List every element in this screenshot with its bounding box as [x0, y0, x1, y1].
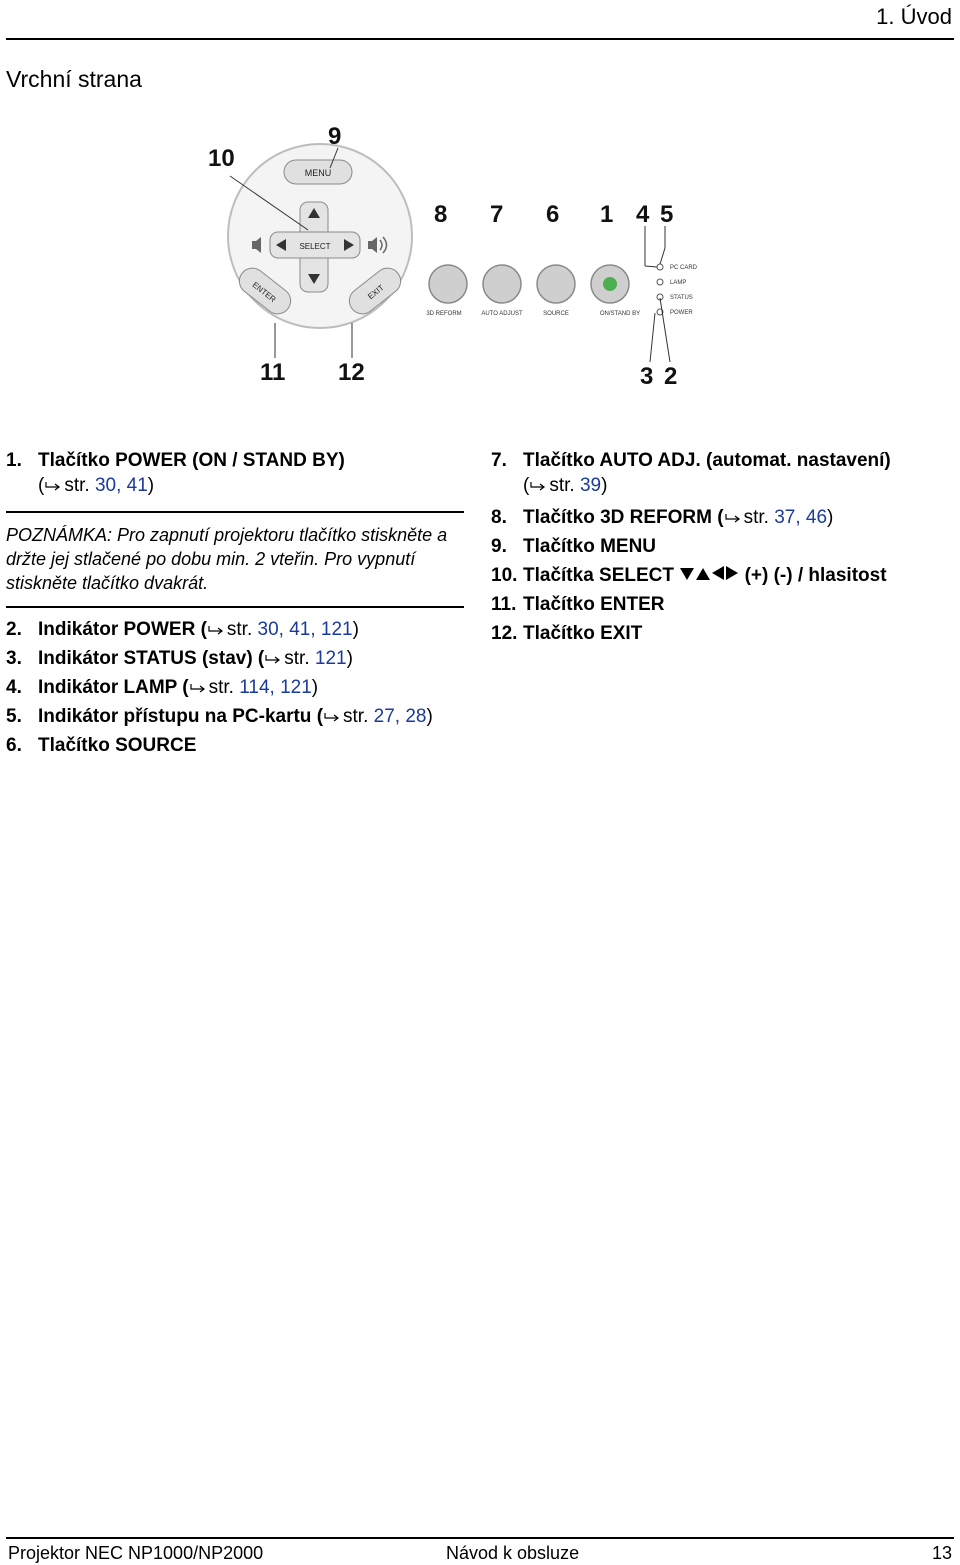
item-number: 1. — [6, 450, 22, 471]
item-label: Indikátor POWER ( — [38, 619, 207, 640]
right-column — [491, 448, 953, 648]
auto-adjust-button — [483, 265, 521, 303]
indicator-label: LAMP — [670, 280, 687, 286]
menu-button-label: MENU — [304, 168, 332, 178]
power-label: ON/STAND BY — [599, 311, 641, 317]
page-link[interactable]: 30, 41, 121 — [257, 619, 353, 640]
reference-arrow-icon — [208, 624, 224, 636]
list-item — [6, 448, 464, 474]
page-link[interactable]: 121 — [314, 648, 347, 669]
list-item: 2. Indikátor POWER ( str. 30, 41, 121) — [6, 615, 464, 644]
source-button — [537, 265, 575, 303]
list-item — [491, 619, 953, 648]
item-number: 11. — [491, 594, 517, 615]
item-number: 6. — [6, 735, 22, 756]
item-label: Tlačítko AUTO ADJ. (automat. nastavení) — [523, 450, 891, 471]
page-link[interactable]: 30, 41 — [94, 475, 148, 496]
reform-label: 3D REFORM — [426, 311, 462, 317]
list-item: 8. Tlačítko 3D REFORM ( str. 37, 46) — [491, 503, 953, 532]
item-number: 4. — [6, 677, 22, 698]
callout-number: 2 — [664, 363, 678, 390]
callout-number: 8 — [434, 201, 448, 228]
page-link[interactable]: 39 — [579, 475, 602, 496]
item-number: 7. — [491, 450, 507, 471]
footer-rule — [6, 1537, 954, 1539]
auto-adjust-label: AUTO ADJUST — [481, 311, 523, 317]
item-number: 10. — [491, 565, 518, 586]
reference-arrow-icon — [265, 653, 281, 665]
reference-arrow-icon — [190, 682, 206, 694]
item-number: 9. — [491, 536, 507, 557]
item-reference: ( str. 39) — [523, 475, 608, 496]
list-item: 4. Indikátor LAMP ( str. 114, 121) — [6, 673, 464, 702]
reference-arrow-icon — [324, 711, 340, 723]
item-label: Tlačítko ENTER — [523, 594, 665, 615]
page-link[interactable]: 37, 46 — [774, 507, 828, 528]
list-item — [6, 731, 464, 760]
callout-number: 11 — [260, 359, 286, 386]
list-item: 5. Indikátor přístupu na PC-kartu ( str. 27, 28) — [6, 702, 464, 731]
item-label: Tlačítka SELECT — [523, 565, 674, 586]
item-number: 8. — [491, 507, 507, 528]
exit-label: EXIT — [366, 283, 386, 302]
item-label: Tlačítko EXIT — [523, 623, 643, 644]
enter-label: ENTER — [250, 280, 278, 305]
item-label: Tlačítko SOURCE — [38, 735, 197, 756]
note-text: POZNÁMKA: Pro zapnutí projektoru tlačítko stiskněte a držte jej stlačené po dobu min. 2 vteřin. Pro vypnutí stiskněte tlačítko dvakrát. — [6, 525, 448, 593]
item-label: Indikátor STATUS (stav) ( — [38, 648, 265, 669]
chapter-title: 1. Úvod — [876, 4, 952, 29]
callout-number: 6 — [546, 201, 560, 228]
item-label: Indikátor přístupu na PC-kartu ( — [38, 706, 324, 727]
triangle-up-icon — [696, 568, 710, 580]
list-item — [491, 532, 953, 561]
item-label: Tlačítko 3D REFORM ( — [523, 507, 724, 528]
item-label: Indikátor LAMP ( — [38, 677, 189, 698]
header-rule — [6, 38, 954, 40]
indicator-label: PC CARD — [670, 265, 698, 271]
item-number: 12. — [491, 623, 518, 644]
item-reference: ( str. 30, 41) — [38, 475, 155, 496]
callout-number: 10 — [208, 145, 235, 172]
item-number: 2. — [6, 619, 22, 640]
item-label-suffix: (+) (-) / hlasitost — [744, 565, 887, 586]
page-link[interactable]: 114, 121 — [239, 677, 312, 698]
page-link[interactable]: 27, 28 — [373, 706, 427, 727]
select-label: SELECT — [299, 242, 331, 251]
source-label: SOURCE — [543, 311, 569, 317]
triangle-left-icon — [712, 566, 724, 580]
triangle-down-icon — [680, 568, 694, 580]
indicator-label: POWER — [670, 310, 693, 316]
callout-number: 3 — [640, 363, 654, 390]
control-panel-figure — [200, 118, 720, 396]
section-title: Vrchní strana — [6, 66, 142, 92]
callout-number: 12 — [338, 359, 365, 386]
reform-button — [429, 265, 467, 303]
list-item — [491, 590, 953, 619]
footer-product: Projektor NEC NP1000/NP2000 — [8, 1543, 264, 1563]
item-label: Tlačítko POWER (ON / STAND BY) — [38, 450, 345, 471]
item-label: Tlačítko MENU — [523, 536, 657, 557]
note-rule-bottom — [6, 606, 464, 608]
footer-doc-title: Návod k obsluze — [446, 1543, 580, 1563]
callout-number: 9 — [328, 123, 342, 150]
indicator-label: STATUS — [670, 295, 693, 301]
callout-number: 1 — [600, 201, 614, 228]
triangle-right-icon — [726, 566, 738, 580]
power-led — [603, 277, 617, 291]
reference-arrow-icon — [725, 512, 741, 524]
left-column — [6, 448, 464, 760]
page-number: 13 — [931, 1543, 952, 1563]
list-item — [491, 448, 953, 474]
item-number: 5. — [6, 706, 22, 727]
item-number: 3. — [6, 648, 22, 669]
list-item: 3. Indikátor STATUS (stav) ( str. 121) — [6, 644, 464, 673]
reference-arrow-icon — [530, 480, 546, 492]
list-item — [491, 561, 953, 590]
callout-number: 7 — [490, 201, 504, 228]
callout-number: 4 — [636, 201, 650, 228]
callout-number: 5 — [660, 201, 674, 228]
reference-arrow-icon — [45, 480, 61, 492]
